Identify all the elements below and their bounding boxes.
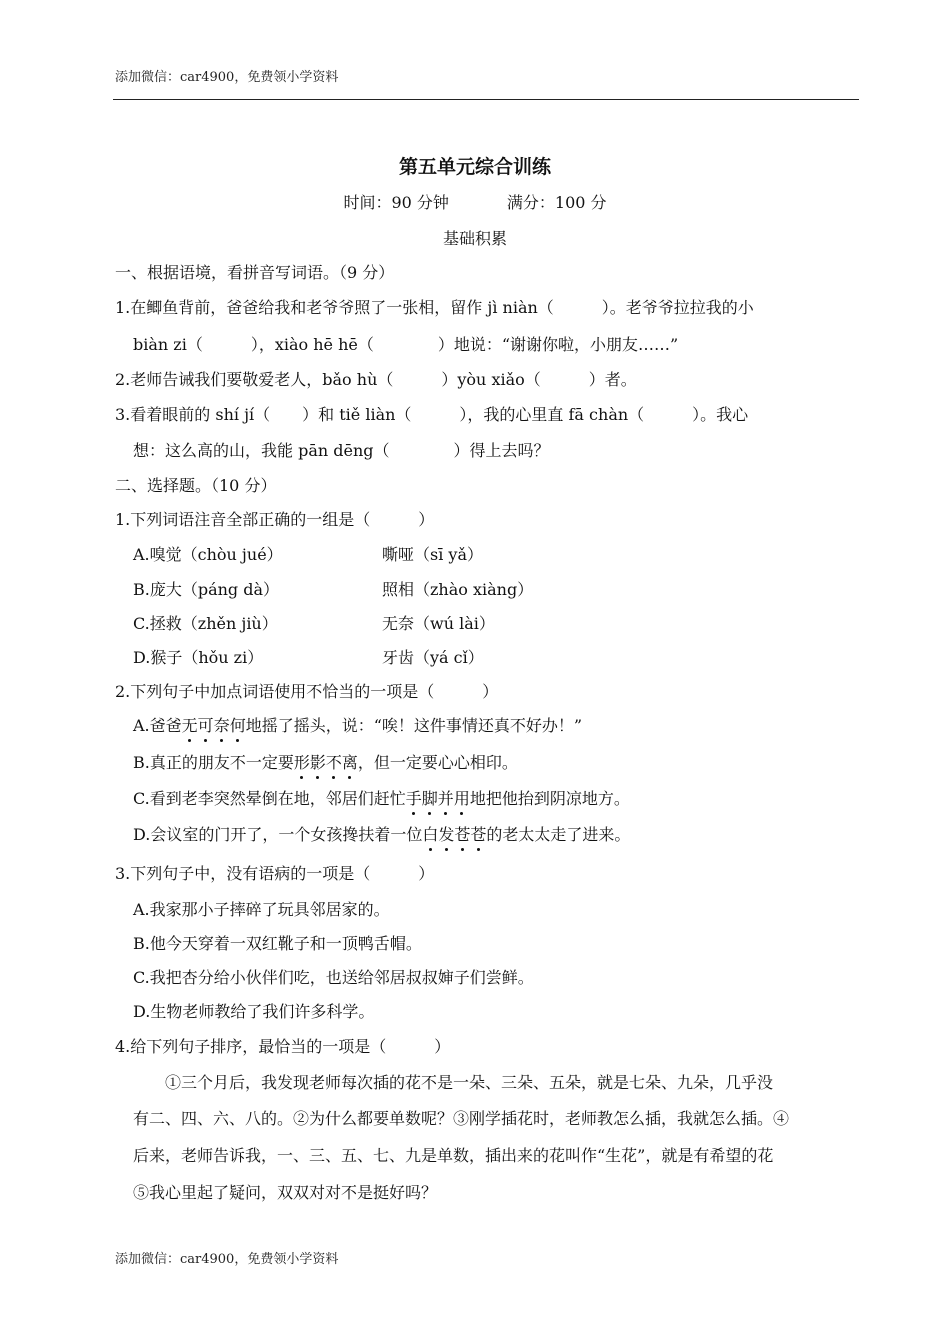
dotted-char: 离 [341,753,358,772]
part2-q1-option-a-left: A.嗅觉（chòu jué） [133,545,283,564]
part2-q2-stem: 2.下列句子中加点词语使用不恰当的一项是（ ） [115,682,499,701]
part1-q3-line1: 3.看着眼前的 shí jí（ ）和 tiě liàn（ ），我的心里直 fā chàn（ ）。我心 [115,405,749,424]
dotted-char: 发 [438,825,455,844]
dotted-char: 苍 [454,825,471,844]
option-text: ，但一定要心心相印。 [357,753,518,772]
dotted-char: 影 [309,753,326,772]
part2-q2-option-c [133,786,630,809]
part2-q4-passage-line1: ①三个月后，我发现老师每次插的花不是一朵、三朵、五朵，就是七朵、九朵，几乎没 [165,1073,774,1092]
part2-q4-stem: 4.给下列句子排序，最恰当的一项是（ ） [115,1037,451,1056]
part2-q1-option-b-left: B.庞大（páng dà） [133,580,280,599]
part2-q3-option-a: A.我家那小子摔碎了玩具邻居家的。 [133,900,390,919]
dotted-char: 苍 [470,825,487,844]
part1-heading: 一、根据语境，看拼音写词语。（9 分） [115,263,395,282]
part1-q3-line2: 想：这么高的山，我能 pān dēng（ ）得上去吗？ [133,441,550,460]
part2-q4-passage-line3: 后来，老师告诉我，一、三、五、七、九是单数，插出来的花叫作“生花”，就是有希望的花 [133,1146,774,1165]
part2-q1-option-d-right: 牙齿（yá cǐ） [382,648,484,667]
part2-q1-option-d-left: D.猴子（hǒu zi） [133,648,264,667]
part2-q3-option-c: C.我把杏分给小伙伴们吃，也送给邻居叔叔婶子们尝鲜。 [133,968,534,987]
dotted-char: 何 [229,716,246,735]
part2-q1-option-c-left: C.拯救（zhěn jiù） [133,614,278,633]
part2-q1-option-b-right: 照相（zhào xiàng） [382,580,534,599]
dotted-char: 不 [325,753,342,772]
option-text: 地摇了摇头，说：“唉！这件事情还真不好办！” [245,716,583,735]
part2-q1-option-a-right: 嘶哑（sī yǎ） [382,545,483,564]
option-text: 地把他抬到阴凉地方。 [469,789,630,808]
part2-q4-passage-line2: 有二、四、六、八的。②为什么都要单数呢？③刚学插花时，老师教怎么插，我就怎么插。④ [133,1109,790,1128]
exam-score: 满分：100 分 [506,193,607,212]
header-note: 添加微信：car4900，免费领小学资料 [115,70,339,85]
exam-time: 时间：90 分钟 [343,193,449,212]
part2-q2-option-a [133,713,582,736]
option-text: B.真正的朋友不一定要 [133,753,294,772]
dotted-char: 奈 [213,716,230,735]
part2-q3-stem: 3.下列句子中，没有语病的一项是（ ） [115,864,435,883]
part2-q3-option-d: D.生物老师教给了我们许多科学。 [133,1002,375,1021]
option-text: A.爸爸 [133,716,182,735]
part2-q2-option-b [133,750,518,773]
dotted-char: 无 [181,716,198,735]
dotted-char: 手 [405,789,422,808]
dotted-char: 可 [197,716,214,735]
part2-q3-option-b: B.他今天穿着一双红靴子和一顶鸭舌帽。 [133,934,422,953]
dotted-char: 白 [422,825,439,844]
part2-q2-option-d [133,822,630,845]
part1-q1-line2: biàn zi（ ），xiào hē hē（ ）地说：“谢谢你啦，小朋友……” [133,335,679,354]
dotted-char: 形 [293,753,310,772]
dotted-char: 脚 [421,789,438,808]
part1-q2: 2.老师告诫我们要敬爱老人，bǎo hù（ ）yòu xiǎo（ ）者。 [115,370,637,389]
part2-q1-option-c-right: 无奈（wú lài） [382,614,495,633]
option-text: D.会议室的门开了，一个女孩搀扶着一位 [133,825,423,844]
exam-info [0,190,950,213]
option-text: C.看到老李突然晕倒在地，邻居们赶忙 [133,789,406,808]
page-title: 第五单元综合训练 [398,156,551,178]
part2-q4-passage-line4: ⑤我心里起了疑问，双双对对不是挺好吗？ [133,1183,438,1202]
part2-heading: 二、选择题。（10 分） [115,476,277,495]
part2-q1-stem: 1.下列词语注音全部正确的一组是（ ） [115,510,435,529]
dotted-char: 并 [437,789,454,808]
footer-note: 添加微信：car4900，免费领小学资料 [115,1252,339,1267]
dotted-char: 用 [453,789,470,808]
section-heading: 基础积累 [442,229,507,248]
header-divider [113,99,859,100]
part1-q1-line1: 1.在鲫鱼背前，爸爸给我和老爷爷照了一张相，留作 jì niàn（ ）。老爷爷拉拉我的小 [115,298,754,317]
option-text: 的老太太走了进来。 [486,825,631,844]
